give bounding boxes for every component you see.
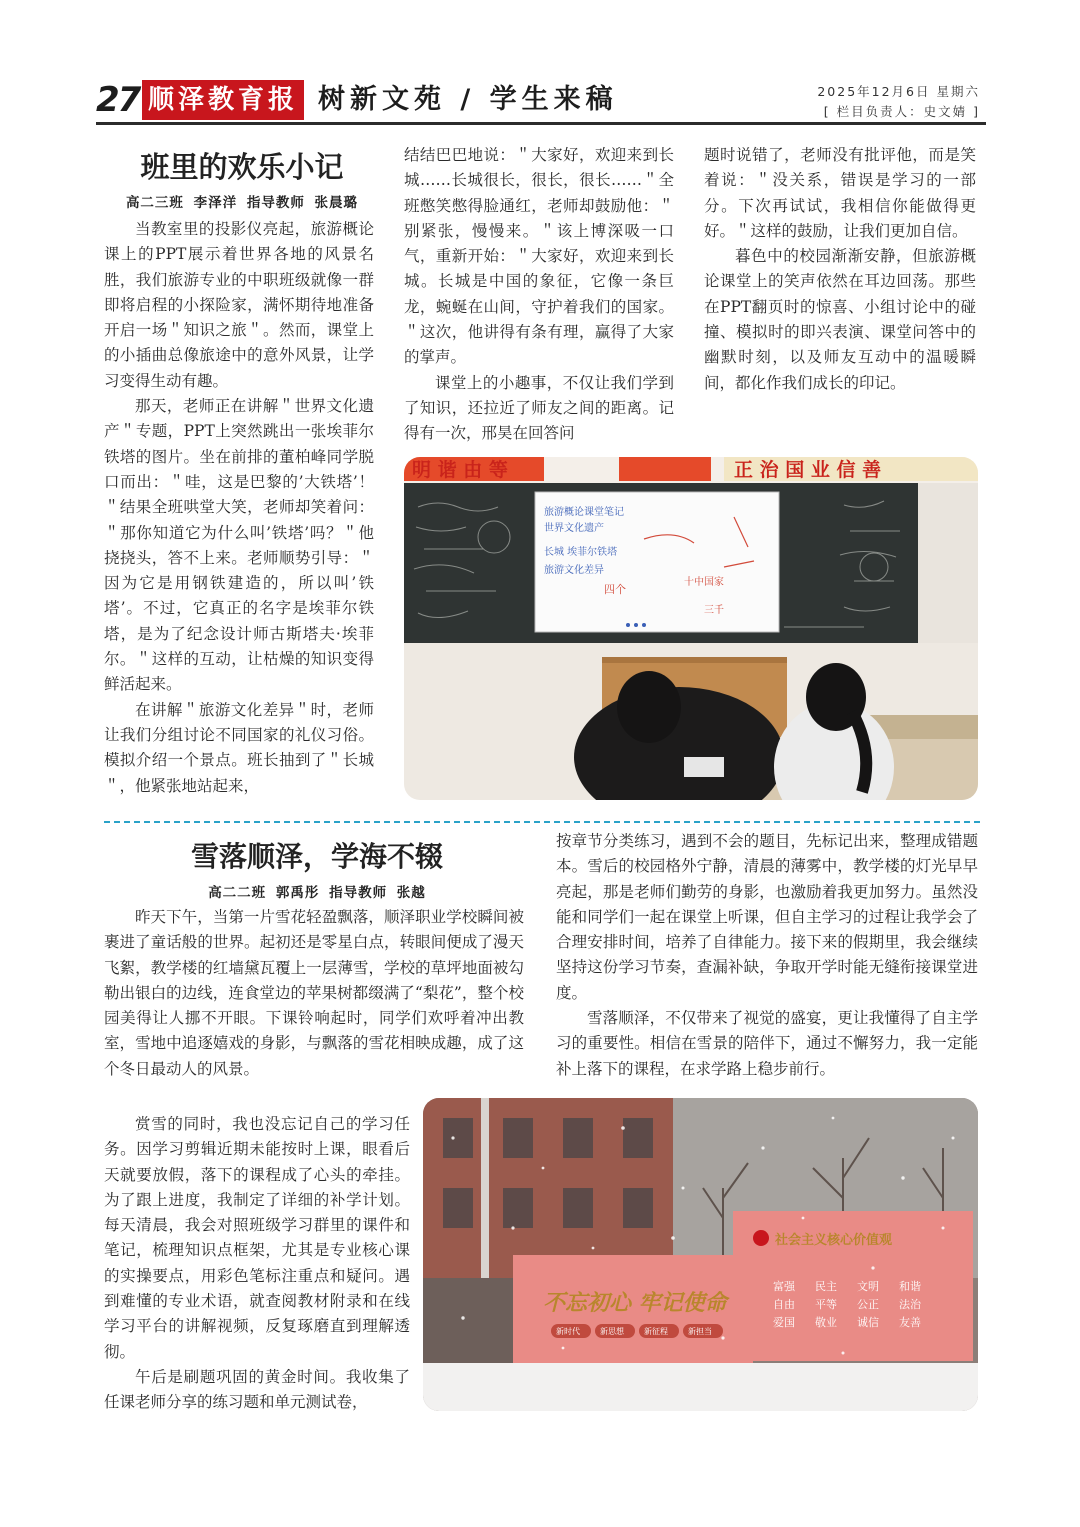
value-word: 民主 xyxy=(815,1280,837,1293)
paragraph: 昨天下午，当第一片雪花轻盈飘落，顺泽职业学校瞬间被裹进了童话般的世界。起初还是零星白点，转眼间便成了漫天飞絮，教学楼的红墙黛瓦覆上一层薄雪，学校的草坪地面被勾勒出银白的边线，连食堂边的苹果树都缀满了“梨花”，整个校园美得让人挪不开眼。下课铃响起时，同学们欢呼着冲出教室，雪地中追逐嬉戏的身影，与飘落的雪花相映成趣，成了这个冬日最动人的风景。 xyxy=(104,908,524,1078)
banner-text-left: 明 谐 由 等 xyxy=(412,459,508,481)
value-word: 友善 xyxy=(899,1316,921,1329)
screen-line: 长城 埃菲尔铁塔 xyxy=(544,547,618,558)
snow-campus-photo xyxy=(423,1098,978,1411)
screen-line: 世界文化遗产 xyxy=(544,523,604,534)
article-column xyxy=(404,143,674,447)
section-title: 树新文苑 / 学生来稿 xyxy=(318,84,618,115)
paragraph: 赏雪的同时，我也没忘记自己的学习任务。因学习剪辑近期未能按时上课，眼看后天就要放假，落下的课程成了心头的牵挂。为了跟上进度，我制定了详细的补学计划。每天清晨，我会对照班级学习群里的课件和笔记，梳理知识点框架，尤其是专业核心课的实操要点，用彩色笔标注重点和疑问。遇到难懂的专业术语，就查阅教材附录和在线学习平台的讲解视频，反复琢磨直到理解透彻。 xyxy=(104,1115,410,1361)
issue-date: 2025年12月6日 星期六 xyxy=(817,84,980,99)
value-word: 平等 xyxy=(815,1298,837,1311)
paragraph: 按章节分类练习，遇到不会的题目，先标记出来，整理成错题本。雪后的校园格外宁静，清晨的薄雾中，教学楼的灯光早早亮起，那是老师们勤劳的身影，也激励着我更加努力。虽然没能和同学们一起在课堂上听课，但自主学习的过程让我学会了合理安排时间，培养了自律能力。接下来的假期里，我会继续坚持这份学习节奏，查漏补缺，争取开学时能无缝衔接课堂进度。 xyxy=(556,832,978,1002)
page-number: 27 xyxy=(96,80,140,120)
article-title: 班里的欢乐小记 xyxy=(140,150,344,184)
values-title: 社会主义核心价值观 xyxy=(775,1233,893,1248)
banner-text-right: 正 治 国 业 信 善 xyxy=(734,459,882,481)
column-editor: [ 栏目负责人：史文婧 ] xyxy=(823,104,980,119)
sign-tag: 新思想 xyxy=(600,1327,624,1336)
value-word: 富强 xyxy=(773,1280,795,1293)
value-word: 公正 xyxy=(857,1298,879,1311)
article-column xyxy=(104,905,524,1082)
sign-slogan: 不忘初心 牢记使命 xyxy=(543,1290,727,1316)
classroom-photo xyxy=(404,457,978,800)
article-title: 雪落顺泽，学海不辍 xyxy=(190,840,443,873)
sign-tag: 新时代 xyxy=(556,1327,580,1336)
paragraph: 那天，老师正在讲解＂世界文化遗产＂专题，PPT上突然跳出一张埃菲尔铁塔的图片。坐在前排的董柏峰同学脱口而出：＂哇，这是巴黎的’大铁塔’！＂结果全班哄堂大笑，老师却笑着问：＂那你知道它为什么叫’铁塔’吗？＂他挠挠头，答不上来。老师顺势引导：＂因为它是用钢铁建造的，所以叫’铁塔’。不过，它真正的名字是埃菲尔铁塔，是为了纪念设计师古斯塔夫·埃菲尔。＂这样的互动，让枯燥的知识变得鲜活起来。 xyxy=(104,397,374,694)
screen-line: 旅游概论课堂笔记 xyxy=(544,507,624,518)
section-divider xyxy=(104,821,980,823)
paragraph: 课堂上的小趣事，不仅让我们学到了知识，还拉近了师友之间的距离。记得有一次，邢昊在回答问 xyxy=(404,373,674,443)
paragraph: 题时说错了，老师没有批评他，而是笑着说：＂没关系，错误是学习的一部分。下次再试试，我相信你能做得更好。＂这样的鼓励，让我们更加自信。 xyxy=(704,146,976,240)
paragraph: 当教室里的投影仪亮起，旅游概论课上的PPT展示着世界各地的风景名胜，我们旅游专业的中职班级就像一群即将启程的小探险家，满怀期待地准备开启一场＂知识之旅＂。然而，课堂上的小插曲总像旅途中的意外风景，让学习变得生动有趣。 xyxy=(104,220,374,390)
newspaper-logo: 顺泽教育报 xyxy=(142,80,304,120)
masthead xyxy=(96,78,986,128)
value-word: 敬业 xyxy=(815,1316,837,1329)
value-word: 文明 xyxy=(857,1280,879,1293)
article-column xyxy=(704,143,976,396)
header-rule xyxy=(96,122,986,125)
value-word: 法治 xyxy=(899,1298,921,1311)
sign-tag: 新担当 xyxy=(688,1327,712,1336)
screen-line: 旅游文化差异 xyxy=(544,565,604,576)
screen-line: 四个 xyxy=(604,583,626,596)
paragraph: 雪落顺泽，不仅带来了视觉的盛宴，更让我懂得了自主学习的重要性。相信在雪景的陪伴下，通过不懈努力，我一定能补上落下的课程，在求学路上稳步前行。 xyxy=(556,1009,978,1078)
value-word: 爱国 xyxy=(773,1316,795,1329)
sign-tag: 新征程 xyxy=(644,1327,668,1336)
value-word: 诚信 xyxy=(857,1316,879,1329)
article-column xyxy=(556,829,978,1082)
paragraph: 结结巴巴地说：＂大家好，欢迎来到长城……长城很长，很长，很长……＂全班憋笑憋得脸通红，老师却鼓励他：＂别紧张，慢慢来。＂该上博深吸一口气，重新开始：＂大家好，欢迎来到长城。长城是中国的象征，它像一条巨龙，蜿蜒在山间，守护着我们的国家。＂这次，他讲得有条有理，赢得了大家的掌声。 xyxy=(404,146,674,367)
paragraph: 午后是刷题巩固的黄金时间。我收集了任课老师分享的练习题和单元测试卷， xyxy=(104,1367,410,1412)
article-byline: 高二三班 李泽洋 指导教师 张晨璐 xyxy=(125,195,359,211)
article-column xyxy=(104,1112,410,1416)
value-word: 自由 xyxy=(773,1298,795,1311)
paragraph: 在讲解＂旅游文化差异＂时，老师让我们分组讨论不同国家的礼仪习俗。模拟介绍一个景点。班长抽到了＂长城＂，他紧张地站起来， xyxy=(104,700,374,795)
value-word: 和谐 xyxy=(899,1280,921,1293)
screen-line: 三千 xyxy=(704,605,724,616)
article-column xyxy=(104,217,374,799)
paragraph: 暮色中的校园渐渐安静，但旅游概论课堂上的笑声依然在耳边回荡。那些在PPT翻页时的惊喜、小组讨论中的碰撞、模拟时的即兴表演、课堂问答中的幽默时刻，以及师友互动中的温暖瞬间，都化作我们成长的印记。 xyxy=(704,247,976,392)
article-byline: 高二二班 郭禹彤 指导教师 张越 xyxy=(208,885,426,901)
screen-line: 十中国家 xyxy=(684,577,724,588)
